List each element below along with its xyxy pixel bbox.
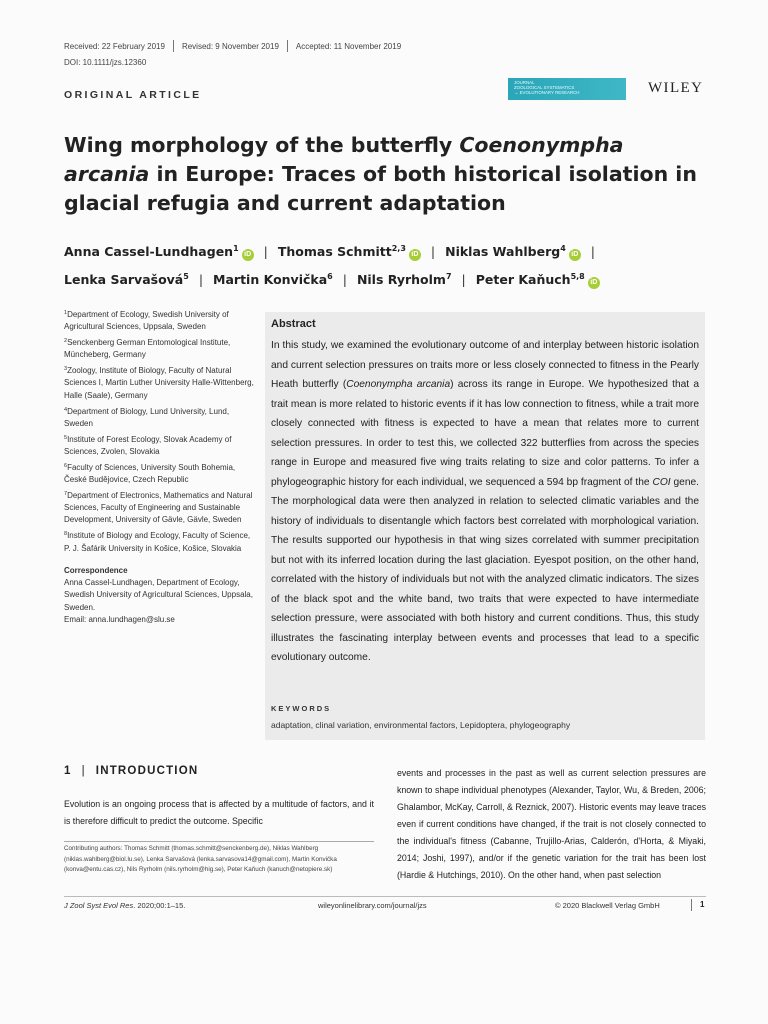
divider — [691, 899, 692, 911]
doi[interactable]: DOI: 10.1111/jzs.12360 — [64, 58, 147, 67]
affiliation-text: Department of Electronics, Mathematics and Natural Sciences, Faculty of Engineering and Sustainable Development, University of Gävle, Gävle, Sweden — [64, 490, 253, 525]
publication-dates — [64, 40, 401, 52]
footer-rule — [64, 896, 706, 897]
affiliation-item — [64, 406, 254, 431]
author-separator: | — [198, 272, 204, 287]
correspondence-heading: Correspondence — [64, 565, 128, 575]
author-separator: | — [342, 272, 347, 287]
journal-logo-line: ZOOLOGICAL SYSTEMATICS — [514, 85, 575, 90]
journal-abbreviation: J Zool Syst Evol Res — [64, 901, 134, 910]
author-separator: | — [461, 272, 466, 287]
affiliation-number: 3 — [64, 366, 68, 373]
affiliation-number: 8 — [64, 531, 68, 538]
journal-url[interactable]: wileyonlinelibrary.com/journal/jzs — [318, 901, 427, 910]
author-affiliation-marker: 4 — [560, 244, 566, 253]
author-separator: | — [430, 244, 436, 259]
journal-logo-line: → EVOLUTIONARY RESEARCH — [514, 90, 580, 95]
orcid-icon[interactable]: iD — [588, 277, 600, 289]
author-name-text: Thomas Schmitt — [277, 244, 392, 259]
section-heading — [64, 765, 198, 777]
article-type: ORIGINAL ARTICLE — [64, 89, 202, 101]
abstract-gene: COI — [652, 476, 671, 488]
author-affiliation-marker: 7 — [445, 272, 452, 281]
revised-date: Revised: 9 November 2019 — [181, 41, 279, 51]
author-name-text: Lenka Sarvašová — [64, 272, 184, 287]
contributing-authors-footnote: Contributing authors: Thomas Schmitt (thomas.schmitt@senckenberg.de), Niklas Wahlberg (niklas.wahlberg@biol.lu.se), Lenka Sarvašová (lenka.sarvasova14@gmail.com), Martin Konvička (konva@entu.cas.cz), Nils Ryrholm (nils.ryrholm@hig.se), Peter Kaňuch (kanuch@netopiere.sk) — [64, 845, 337, 873]
affiliation-text: Department of Biology, Lund University, Lund, Sweden — [64, 406, 230, 428]
footnote-rule — [64, 841, 374, 842]
affiliation-item — [64, 337, 254, 362]
affiliation-text: Institute of Biology and Ecology, Faculty of Science, P. J. Šafárik University in Košice, Košice, Slovakia — [64, 531, 251, 553]
title-part: Wing morphology of the butterfly — [64, 133, 460, 157]
orcid-icon[interactable]: iD — [242, 249, 254, 261]
affiliation-text: Faculty of Sciences, University South Bohemia, České Budějovice, Czech Republic — [64, 462, 236, 485]
intro-column-1: Evolution is an ongoing process that is affected by a multitude of factors, and it is therefore difficult to predict the outcome. Specific — [64, 799, 374, 826]
affiliation-text: Zoology, Institute of Biology, Faculty of Natural Sciences I, Martin Luther University Halle-Wittenberg, Halle (Saale), Germany — [64, 366, 254, 400]
keywords-heading: KEYWORDS — [271, 704, 332, 713]
author-name-text: Nils Ryrholm — [356, 272, 446, 287]
affiliation-item — [64, 530, 254, 555]
abstract-text — [271, 336, 699, 668]
journal-logo-line: JOURNAL — [514, 80, 535, 85]
received-date: Received: 22 February 2019 — [64, 41, 165, 51]
section-title: INTRODUCTION — [95, 765, 199, 777]
affiliation-number: 7 — [64, 490, 68, 497]
affiliation-item — [64, 490, 254, 527]
abstract-species: Coenonympha arcania — [346, 379, 451, 390]
author-name[interactable] — [213, 272, 333, 287]
author-name[interactable] — [278, 244, 421, 259]
affiliation-item — [64, 365, 254, 402]
correspondence-text: Anna Cassel-Lundhagen, Department of Ecology, Swedish University of Agricultural Sciences, Uppsala, Sweden. — [64, 578, 253, 612]
accepted-date: Accepted: 11 November 2019 — [295, 41, 402, 51]
author-name[interactable] — [357, 272, 452, 287]
affiliation-item — [64, 462, 254, 487]
author-name-text: Niklas Wahlberg — [445, 244, 561, 259]
abstract-text-part: ) across its range in Europe. We hypothesized that a trait mean is more related to historic events if it has low connection to fitness, while a trait more closely connected with fitness is expected to have a mean that relates more to current selection pressures. In order to test this, we collected 322 butterflies from across the species range in Europe and measured five wing traits relating to size and color patterns. To infer a phylogeographic history for each individual, we sequenced a 594 bp fragment of the — [271, 379, 699, 488]
author-name[interactable] — [476, 272, 600, 287]
affiliation-number: 2 — [64, 338, 68, 345]
author-name[interactable] — [64, 244, 254, 259]
abstract-text-part: In this study, we examined the evolutionary outcome of and interplay between historic isolation and current selection pressures on traits more or less closely connected to fitness in the Pearly Heath butterfly ( — [271, 340, 699, 390]
keywords: adaptation, clinal variation, environmental factors, Lepidoptera, phylogeography — [271, 720, 571, 730]
affiliation-number: 5 — [64, 434, 68, 441]
title-part: in Europe: Traces of both historical isolation in glacial refugia and current adaptation — [64, 162, 697, 215]
author-affiliation-marker: 6 — [327, 272, 333, 281]
author-name-text: Anna Cassel-Lundhagen — [64, 244, 234, 259]
affiliation-text: Institute of Forest Ecology, Slovak Academy of Sciences, Zvolen, Slovakia — [64, 434, 232, 456]
author-affiliation-marker: 5 — [183, 272, 189, 281]
author-separator: | — [590, 244, 595, 259]
orcid-icon[interactable]: iD — [569, 249, 581, 261]
section-divider: | — [81, 765, 86, 777]
affiliation-text: Department of Ecology, Swedish University of Agricultural Sciences, Uppsala, Sweden — [64, 310, 229, 332]
affiliation-item — [64, 434, 254, 459]
author-affiliation-marker: 2,3 — [391, 244, 406, 253]
affiliation-item — [64, 309, 254, 334]
article-title — [64, 131, 714, 218]
footer-citation — [64, 901, 185, 910]
abstract-text-part: gene. The morphological data were then analyzed in relation to selected climatic variables and the history of individuals to disentangle which factors best correlated with morphological variation. The results supported our hypothesis in that wing sizes correlated with summer precipitation but not with its inferred location during the last glaciation. Eyespot position, on the other hand, correlated with the history of individuals but not with the analyzed climatic indicators. The sizes of the black spot and the white band, two traits that were expected to have intermediate selection pressure, were associated with both history and current conditions. Thus, this study illustrates the fascinating interplay between events and processes that lead to a specific evolutionary outcome. — [271, 476, 699, 663]
abstract-box — [265, 312, 705, 740]
author-name[interactable] — [445, 244, 581, 259]
abstract-heading: Abstract — [271, 318, 316, 330]
divider — [173, 40, 174, 52]
publisher-logo: WILEY — [648, 80, 704, 96]
section-number: 1 — [64, 765, 72, 777]
orcid-icon[interactable]: iD — [409, 249, 421, 261]
author-affiliation-marker: 5,8 — [570, 272, 585, 281]
affiliation-number: 4 — [64, 406, 68, 413]
journal-logo — [508, 78, 626, 100]
author-list — [64, 238, 724, 294]
affiliations — [64, 309, 254, 626]
affiliation-number: 1 — [64, 310, 68, 316]
author-affiliation-marker: 1 — [233, 244, 239, 253]
title-species: Coenonympha arcania — [64, 133, 624, 186]
author-name-text: Peter Kaňuch — [475, 272, 571, 287]
affiliation-text: Senckenberg German Entomological Institute, Müncheberg, Germany — [64, 338, 231, 360]
intro-column-2: events and processes in the past as well as current selection pressures are known to shape individual phenotypes (Alexander, Taylor, Wu, & Breden, 2006; Ghalambor, McKay, Carroll, & Reznick, 2007). Historic events may leave traces even if current conditions have changed, if the trait is not closely connected to the individual's fitness (Cabanne, Trujillo-Arias, Calderón, d'Horta, & Miyaki, 2014; Joshi, 1997), and/or if the genetic variation for the trait has been lost (Hardie & Hutchings, 2010). On the other hand, when past selection — [397, 768, 706, 880]
divider — [287, 40, 288, 52]
author-separator: | — [263, 244, 268, 259]
copyright: © 2020 Blackwell Verlag GmbH — [555, 901, 660, 910]
page-number: 1 — [700, 900, 705, 909]
author-name-text: Martin Konvička — [213, 272, 328, 287]
affiliation-number: 6 — [64, 462, 68, 469]
author-name[interactable] — [64, 272, 189, 287]
correspondence-email[interactable]: Email: anna.lundhagen@slu.se — [64, 615, 175, 625]
citation-details: . 2020;00:1–15. — [133, 901, 186, 910]
